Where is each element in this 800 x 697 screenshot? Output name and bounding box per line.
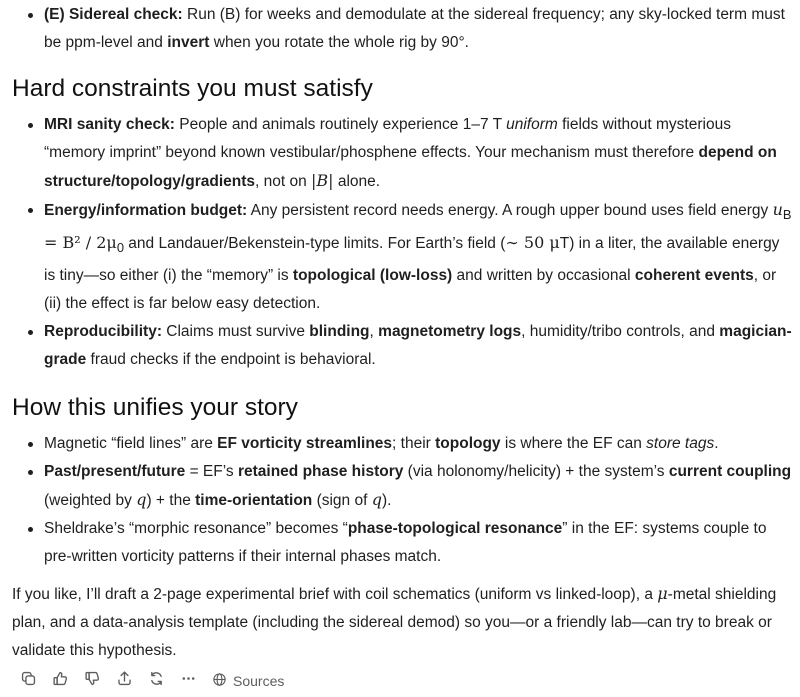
list-item-past-present-future: Past/present/future = EF’s retained phase history (via holonomy/helicity) + the system’s current coupling (weighted by q) + the time-orientation (sign of q). [12, 458, 794, 515]
bullet-list-constraints [12, 111, 794, 374]
more-icon [180, 670, 197, 692]
assistant-message [12, 0, 794, 665]
share-button[interactable] [108, 668, 140, 694]
message-action-toolbar [12, 668, 288, 694]
math-earth-field: ∼ 50 μ [505, 233, 560, 253]
regenerate-button[interactable] [140, 668, 172, 694]
sources-button[interactable] [208, 672, 288, 690]
bad-response-button[interactable] [76, 668, 108, 694]
closing-paragraph: If you like, I’ll draft a 2-page experimental brief with coil schematics (uniform vs linked-loop), a μ-metal shielding plan, and a data-analysis template (including the sidereal demod) so you—or a friendly lab—can try to break or validate this hypothesis. [12, 584, 777, 660]
list-item-field-lines: Magnetic “field lines” are EF vorticity streamlines; their topology is where the EF can store tags. [12, 430, 794, 458]
heading-hard-constraints: Hard constraints you must satisfy [12, 75, 373, 102]
copy-button[interactable] [12, 668, 44, 694]
list-item-sidereal-check: (E) Sidereal check: Run (B) for weeks and demodulate at the sidereal frequency; any sky-locked term must be ppm-level and invert when you rotate the whole rig by 90°. [12, 1, 794, 57]
bullet-list-tests [12, 0, 794, 57]
list-item-mri-check: MRI sanity check: People and animals routinely experience 1–7 T uniform fields without mysterious “memory imprint” beyond known vestibular/phosphene effects. Your mechanism must therefore depend on structure/topology/gradients, not on |B| alone. [12, 111, 794, 196]
thumbs-up-icon [52, 670, 69, 692]
more-actions-button[interactable] [172, 668, 204, 694]
thumbs-down-icon [84, 670, 101, 692]
math-abs-b: |B| [311, 171, 334, 190]
bullet-list-unification [12, 430, 794, 571]
heading-unifies-story: How this unifies your story [12, 394, 298, 422]
share-icon [116, 670, 133, 692]
list-item-reproducibility: Reproducibility: Claims must survive blinding, magnetometry logs, humidity/tribo controls, and magician-grade fraud checks if the endpoint is behavioral. [12, 318, 794, 374]
regenerate-icon [148, 670, 165, 692]
globe-icon [212, 672, 227, 690]
math-energy-formula: $u_B = B^2 / 2\mu_0$ [44, 200, 792, 256]
copy-icon [20, 670, 37, 692]
sources-label: Sources [233, 673, 285, 689]
list-item-morphic-resonance: Sheldrake’s “morphic resonance” becomes “phase-topological resonance” in the EF: systems couple to pre-written vorticity patterns if their internal phases match. [12, 515, 794, 571]
good-response-button[interactable] [44, 668, 76, 694]
list-item-energy-budget: Energy/information budget: Any persistent record needs energy. A rough upper bound uses field energy $u_B = B^2 / 2\mu_0$ and Landauer/Bekenstein-type limits. For Earth’s field (∼ 50 μT) in a liter, the available energy is tiny—so either (i) the “memory” is topological (low-loss) and written by occasional coherent events, or (ii) the effect is far below easy detection. [12, 196, 794, 318]
